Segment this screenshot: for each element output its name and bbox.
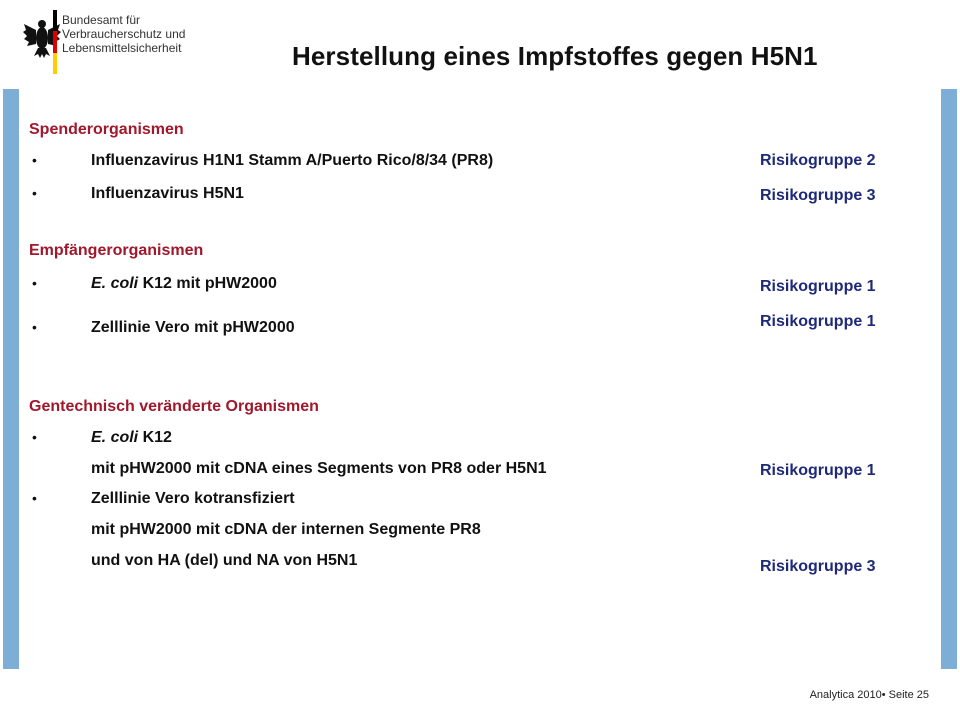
- risk-group-label: Risikogruppe 1: [760, 462, 876, 479]
- left-sidebar-bar: [3, 89, 19, 669]
- org-line-1: Bundesamt für: [62, 13, 141, 27]
- risk-group-label: Risikogruppe 1: [760, 313, 876, 330]
- slide-title: Herstellung eines Impfstoffes gegen H5N1: [292, 41, 818, 71]
- right-sidebar-bar: [941, 89, 957, 669]
- bullet-1: •: [32, 152, 37, 168]
- flag-gold: [53, 53, 57, 74]
- spender-item-2: Influenzavirus H5N1: [91, 185, 244, 202]
- org-line-2: Verbraucherschutz und: [62, 27, 186, 41]
- risk-group-label: Risikogruppe 3: [760, 187, 876, 204]
- risk-group-label: Risikogruppe 2: [760, 152, 876, 169]
- empfaenger-item-2: Zelllinie Vero mit pHW2000: [91, 319, 295, 336]
- organism-name: E. coli: [91, 275, 139, 292]
- gvo-item-1: [91, 429, 172, 447]
- gvo-item-2-line-2: mit pHW2000 mit cDNA der internen Segmente PR8: [91, 521, 481, 538]
- flag-black: [53, 10, 57, 31]
- gvo-item-1-line-2: mit pHW2000 mit cDNA eines Segments von PR8 oder H5N1: [91, 460, 547, 477]
- organism-detail: K12: [138, 429, 172, 446]
- flag-red: [53, 31, 57, 52]
- risk-group-label: Risikogruppe 3: [760, 558, 876, 575]
- bullet-6: •: [32, 490, 37, 506]
- bullet-4: •: [32, 319, 37, 335]
- bullet-2: •: [32, 185, 37, 201]
- heading-gvo: Gentechnisch veränderte Organismen: [29, 398, 319, 415]
- bullet-5: •: [32, 429, 37, 445]
- organism-detail: K12 mit pHW2000: [138, 275, 277, 292]
- org-line-3: Lebensmittelsicherheit: [62, 41, 182, 55]
- empfaenger-item-1: [91, 275, 277, 293]
- risk-group-label: Risikogruppe 1: [760, 278, 876, 295]
- spender-item-1: Influenzavirus H1N1 Stamm A/Puerto Rico/8/34 (PR8): [91, 152, 494, 169]
- footer-page-info: Analytica 2010• Seite 25: [809, 689, 929, 701]
- organism-name: E. coli: [91, 429, 139, 446]
- organization-name: [62, 13, 185, 55]
- gvo-item-2-line-1: Zelllinie Vero kotransfiziert: [91, 490, 295, 507]
- heading-empfaengerorganismen: Empfängerorganismen: [29, 242, 204, 259]
- bullet-3: •: [32, 275, 37, 291]
- gvo-item-2-line-3: und von HA (del) und NA von H5N1: [91, 552, 358, 569]
- flag-stripe: [53, 10, 57, 74]
- heading-spenderorganismen: Spenderorganismen: [29, 121, 184, 138]
